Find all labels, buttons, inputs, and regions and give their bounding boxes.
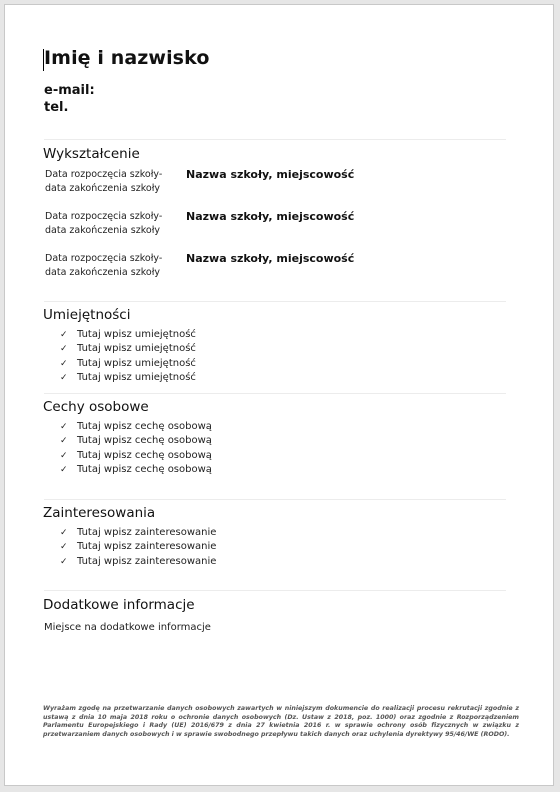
education-dates[interactable] [45, 252, 162, 280]
check-icon: ✓ [60, 528, 68, 538]
contact-block [44, 82, 95, 116]
additional-info-heading[interactable]: Dodatkowe informacje [43, 597, 195, 613]
interest-text: Tutaj wpisz zainteresowanie [77, 555, 217, 567]
check-icon: ✓ [60, 436, 68, 447]
divider [44, 139, 506, 140]
education-entry [45, 210, 505, 242]
end-date-text: data zakończenia szkoły [45, 225, 161, 236]
email-label[interactable]: e-mail: [44, 83, 95, 98]
divider [44, 301, 506, 302]
trait-text: Tutaj wpisz cechę osobową [77, 449, 212, 461]
list-item[interactable] [60, 357, 196, 371]
check-icon: ✓ [60, 330, 68, 340]
interests-heading[interactable]: Zainteresowania [43, 505, 156, 521]
divider [44, 393, 506, 394]
check-icon: ✓ [60, 464, 68, 475]
list-item[interactable] [60, 463, 212, 477]
divider [44, 590, 506, 591]
check-icon: ✓ [60, 358, 68, 369]
school-name[interactable]: Nazwa szkoły, miejscowość [186, 210, 355, 223]
school-name[interactable]: Nazwa szkoły, miejscowość [186, 168, 355, 181]
skill-text: Tutaj wpisz umiejętność [77, 329, 196, 340]
check-icon: ✓ [60, 422, 68, 432]
divider [44, 499, 506, 500]
education-entry [45, 168, 505, 200]
traits-heading[interactable]: Cechy osobowe [43, 399, 149, 415]
list-item[interactable] [60, 449, 212, 463]
check-icon: ✓ [60, 344, 68, 355]
education-entry [45, 252, 505, 284]
skill-text: Tutaj wpisz umiejętność [77, 371, 196, 383]
trait-text: Tutaj wpisz cechę osobową [77, 435, 212, 447]
start-date-text: Data rozpoczęcia szkoły- [45, 169, 163, 180]
phone-label[interactable]: tel. [44, 100, 69, 115]
education-dates[interactable] [45, 210, 162, 238]
check-icon: ✓ [60, 450, 68, 461]
full-name[interactable]: Imię i nazwisko [44, 47, 210, 69]
end-date-text: data zakończenia szkoły [45, 267, 161, 278]
skills-list [60, 328, 196, 385]
additional-info-text[interactable]: Miejsce na dodatkowe informacje [44, 622, 211, 633]
trait-text: Tutaj wpisz cechę osobową [77, 463, 212, 475]
list-item[interactable] [60, 342, 196, 356]
education-dates[interactable] [45, 168, 162, 196]
list-item[interactable] [60, 526, 216, 540]
gdpr-consent-clause[interactable]: Wyrażam zgodę na przetwarzanie danych osobowych zawartych w niniejszym dokumencie do realizacji procesu rekrutacji zgodnie z ustawą z dnia 10 maja 2018 roku o ochronie danych osobowych (Dz. Ustaw z 2018, poz. 1000) oraz zgodnie z Rozporządzeniem Parlamentu Europejskiego i Rady (UE) 2016/679 z dnia 27 kwietnia 2016 r. w sprawie ochrony osób fizycznych w związku z przetwarzaniem danych osobowych i w sprawie swobodnego przepływu takich danych oraz uchylenia dyrektywy 95/46/WE (RODO). [43, 705, 519, 738]
traits-list [60, 420, 212, 477]
start-date-text: Data rozpoczęcia szkoły- [45, 253, 163, 264]
list-item[interactable] [60, 420, 212, 434]
check-icon: ✓ [60, 372, 68, 383]
school-name[interactable]: Nazwa szkoły, miejscowość [186, 252, 355, 265]
list-item[interactable] [60, 555, 216, 569]
list-item[interactable] [60, 434, 212, 448]
skill-text: Tutaj wpisz umiejętność [77, 343, 196, 355]
list-item[interactable] [60, 540, 216, 554]
start-date-text: Data rozpoczęcia szkoły- [45, 211, 163, 222]
document-page[interactable] [4, 4, 554, 786]
check-icon: ✓ [60, 556, 68, 567]
education-heading[interactable]: Wykształcenie [43, 146, 140, 162]
skills-heading[interactable]: Umiejętności [43, 307, 131, 323]
list-item[interactable] [60, 371, 196, 385]
list-item[interactable] [60, 328, 196, 342]
trait-text: Tutaj wpisz cechę osobową [77, 421, 212, 432]
skill-text: Tutaj wpisz umiejętność [77, 357, 196, 369]
end-date-text: data zakończenia szkoły [45, 183, 161, 194]
check-icon: ✓ [60, 542, 68, 553]
interest-text: Tutaj wpisz zainteresowanie [77, 527, 217, 538]
interest-text: Tutaj wpisz zainteresowanie [77, 541, 217, 553]
interests-list [60, 526, 216, 569]
